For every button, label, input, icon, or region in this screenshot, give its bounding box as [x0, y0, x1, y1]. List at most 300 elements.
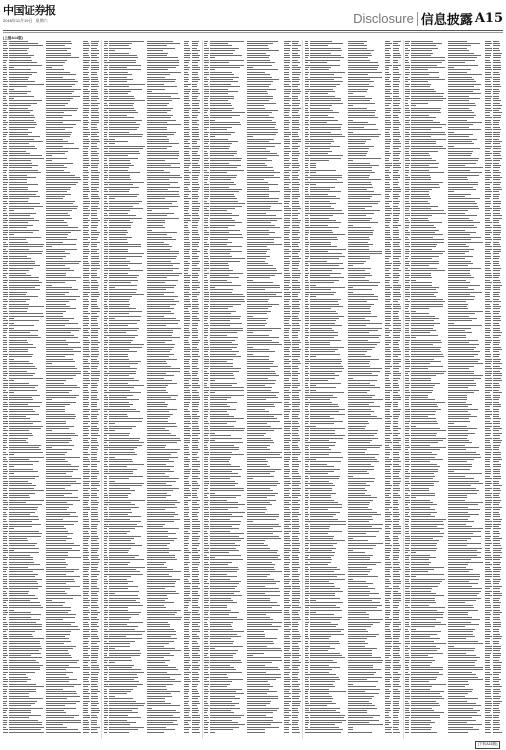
- table-cell: [109, 107, 146, 109]
- table-cell: [83, 630, 91, 632]
- header-rule: [3, 30, 503, 31]
- table-cell: [46, 258, 83, 260]
- table-cell: [9, 215, 46, 217]
- table-cell: [109, 121, 146, 123]
- table-cell: [147, 344, 184, 346]
- table-cell: [192, 64, 202, 66]
- table-cell: [9, 391, 46, 393]
- table-cell: [83, 654, 91, 656]
- table-cell: [184, 391, 192, 393]
- table-cell: [184, 78, 192, 80]
- table-cell: [192, 406, 202, 408]
- table-cell: [184, 131, 192, 133]
- table-cell: [109, 327, 146, 329]
- table-cell: [91, 348, 101, 350]
- table-cell: [83, 719, 91, 721]
- table-cell: [184, 413, 192, 415]
- table-cell: [192, 133, 202, 135]
- table-cell: [46, 607, 83, 609]
- table-cell: [184, 155, 192, 157]
- table-cell: [91, 592, 101, 594]
- table-cell: [109, 372, 146, 374]
- table-cell: [9, 540, 46, 542]
- table-cell: [91, 281, 101, 283]
- table-cell: [46, 95, 83, 97]
- table-cell: [46, 726, 83, 728]
- table-cell: [192, 195, 202, 197]
- table-cell: [184, 274, 192, 276]
- table-cell: [109, 353, 146, 355]
- table-cell: [83, 509, 91, 511]
- table-cell: [46, 368, 83, 370]
- table-cell: [184, 167, 192, 169]
- table-cell: [147, 145, 184, 147]
- table-cell: [83, 224, 91, 226]
- table-cell: [109, 341, 146, 343]
- table-cell: [192, 334, 202, 336]
- table-cell: [46, 281, 83, 283]
- table-cell: [91, 332, 101, 334]
- table-cell: [46, 411, 83, 413]
- table-cell: [147, 313, 184, 315]
- table-cell: [109, 351, 146, 353]
- table-cell: [46, 401, 83, 403]
- table-cell: [83, 277, 91, 279]
- table-cell: [9, 389, 46, 391]
- table-cell: [192, 296, 202, 298]
- table-cell: [91, 112, 101, 114]
- table-cell: [184, 322, 192, 324]
- table-cell: [147, 42, 184, 44]
- table-cell: [147, 143, 184, 145]
- table-cell: [91, 301, 101, 303]
- table-cell: [46, 544, 83, 546]
- table-cell: [91, 372, 101, 374]
- table-cell: [147, 329, 184, 331]
- table-cell: [192, 85, 202, 87]
- table-cell: [9, 645, 46, 647]
- table-cell: [83, 396, 91, 398]
- table-cell: [46, 119, 83, 121]
- table-cell: [147, 114, 184, 116]
- table-cell: [192, 425, 202, 427]
- table-cell: [192, 420, 202, 422]
- table-cell: [83, 721, 91, 723]
- table-cell: [46, 363, 83, 365]
- table-cell: [83, 566, 91, 568]
- table-cell: [91, 164, 101, 166]
- table-cell: [83, 50, 91, 52]
- table-cell: [91, 415, 101, 417]
- table-cell: [83, 640, 91, 642]
- table-cell: [184, 270, 192, 272]
- table-cell: [192, 145, 202, 147]
- table-cell: [91, 363, 101, 365]
- table-cell: [147, 253, 184, 255]
- table-cell: [184, 212, 192, 214]
- table-cell: [9, 272, 46, 274]
- table-cell: [192, 291, 202, 293]
- table-cell: [91, 458, 101, 460]
- table-cell: [109, 207, 146, 209]
- table-cell: [91, 78, 101, 80]
- table-cell: [184, 105, 192, 107]
- table-cell: [83, 602, 91, 604]
- table-cell: [9, 439, 46, 441]
- table-cell: [147, 258, 184, 260]
- table-cell: [9, 681, 46, 683]
- table-cell: [9, 203, 46, 205]
- table-cell: [184, 241, 192, 243]
- table-cell: [83, 226, 91, 228]
- table-cell: [9, 224, 46, 226]
- table-cell: [46, 619, 83, 621]
- table-cell: [46, 702, 83, 704]
- table-cell: [9, 315, 46, 317]
- table-cell: [147, 396, 184, 398]
- table-cell: [91, 236, 101, 238]
- table-cell: [46, 186, 83, 188]
- table-cell: [147, 119, 184, 121]
- table-cell: [46, 121, 83, 123]
- table-cell: [46, 117, 83, 119]
- table-cell: [91, 160, 101, 162]
- table-cell: [9, 76, 46, 78]
- table-cell: [192, 270, 202, 272]
- table-cell: [192, 136, 202, 138]
- table-cell: [46, 90, 83, 92]
- table-cell: [91, 140, 101, 142]
- table-cell: [83, 674, 91, 676]
- table-cell: [9, 310, 46, 312]
- table-cell: [184, 348, 192, 350]
- table-cell: [91, 64, 101, 66]
- table-cell: [9, 270, 46, 272]
- table-cell: [192, 45, 202, 47]
- table-cell: [192, 224, 202, 226]
- table-cell: [83, 535, 91, 537]
- table-cell: [83, 494, 91, 496]
- table-cell: [109, 303, 146, 305]
- table-cell: [46, 626, 83, 628]
- table-cell: [46, 729, 83, 731]
- table-cell: [9, 160, 46, 162]
- table-cell: [91, 128, 101, 130]
- table-cell: [46, 105, 83, 107]
- table-cell: [46, 136, 83, 138]
- table-cell: [83, 707, 91, 709]
- table-cell: [147, 243, 184, 245]
- table-cell: [192, 112, 202, 114]
- table-cell: [91, 535, 101, 537]
- table-cell: [9, 57, 46, 59]
- table-cell: [184, 329, 192, 331]
- table-cell: [9, 458, 46, 460]
- table-cell: [46, 198, 83, 200]
- table-cell: [109, 305, 146, 307]
- table-cell: [46, 461, 83, 463]
- table-cell: [184, 95, 192, 97]
- table-cell: [9, 709, 46, 711]
- table-cell: [9, 131, 46, 133]
- table-cell: [147, 85, 184, 87]
- table-cell: [83, 451, 91, 453]
- table-cell: [184, 379, 192, 381]
- table-cell: [147, 310, 184, 312]
- table-cell: [9, 303, 46, 305]
- table-cell: [91, 121, 101, 123]
- table-cell: [109, 243, 146, 245]
- table-cell: [83, 642, 91, 644]
- table-cell: [147, 272, 184, 274]
- table-cell: [184, 124, 192, 126]
- table-cell: [91, 399, 101, 401]
- table-cell: [184, 411, 192, 413]
- table-cell: [91, 470, 101, 472]
- table-cell: [46, 466, 83, 468]
- table-cell: [147, 281, 184, 283]
- table-cell: [9, 107, 46, 109]
- table-cell: [46, 226, 83, 228]
- table-cell: [109, 289, 146, 291]
- table-cell: [109, 73, 146, 75]
- table-cell: [9, 375, 46, 377]
- table-cell: [109, 336, 146, 338]
- table-cell: [83, 363, 91, 365]
- table-cell: [83, 554, 91, 556]
- table-cell: [9, 461, 46, 463]
- table-cell: [192, 348, 202, 350]
- table-cell: [83, 162, 91, 164]
- table-cell: [9, 260, 46, 262]
- table-cell: [9, 669, 46, 671]
- table-cell: [91, 607, 101, 609]
- table-cell: [83, 403, 91, 405]
- table-cell: [109, 375, 146, 377]
- table-cell: [109, 229, 146, 231]
- table-cell: [83, 590, 91, 592]
- table-cell: [147, 179, 184, 181]
- table-cell: [83, 231, 91, 233]
- table-cell: [91, 662, 101, 664]
- table-cell: [184, 215, 192, 217]
- table-cell: [46, 384, 83, 386]
- table-cell: [83, 516, 91, 518]
- table-cell: [83, 341, 91, 343]
- table-cell: [184, 107, 192, 109]
- table-cell: [184, 415, 192, 417]
- table-cell: [109, 286, 146, 288]
- table-cell: [83, 705, 91, 707]
- table-cell: [9, 521, 46, 523]
- table-cell: [147, 88, 184, 90]
- table-cell: [91, 466, 101, 468]
- table-cell: [109, 389, 146, 391]
- table-cell: [91, 547, 101, 549]
- table-cell: [46, 262, 83, 264]
- table-cell: [9, 243, 46, 245]
- table-cell: [46, 143, 83, 145]
- table-cell: [83, 40, 91, 42]
- table-cell: [192, 351, 202, 353]
- table-cell: [46, 599, 83, 601]
- table-cell: [147, 353, 184, 355]
- table-cell: [91, 205, 101, 207]
- table-cell: [91, 509, 101, 511]
- table-cell: [9, 358, 46, 360]
- table-cell: [192, 305, 202, 307]
- table-cell: [83, 198, 91, 200]
- table-cell: [9, 246, 46, 248]
- table-cell: [184, 195, 192, 197]
- table-cell: [46, 81, 83, 83]
- table-cell: [184, 52, 192, 54]
- table-cell: [46, 351, 83, 353]
- table-cell: [83, 234, 91, 236]
- table-cell: [46, 516, 83, 518]
- table-cell: [83, 697, 91, 699]
- table-cell: [91, 628, 101, 630]
- table-cell: [147, 387, 184, 389]
- table-cell: [184, 336, 192, 338]
- table-cell: [83, 296, 91, 298]
- table-cell: [109, 193, 146, 195]
- table-cell: [46, 564, 83, 566]
- table-cell: [147, 267, 184, 269]
- table-cell: [91, 76, 101, 78]
- table-cell: [192, 140, 202, 142]
- table-cell: [91, 717, 101, 719]
- table-cell: [147, 198, 184, 200]
- table-cell: [91, 389, 101, 391]
- table-cell: [91, 418, 101, 420]
- table-cell: [9, 250, 46, 252]
- table-cell: [46, 425, 83, 427]
- table-cell: [46, 597, 83, 599]
- table-cell: [83, 255, 91, 257]
- table-cell: [83, 93, 91, 95]
- table-cell: [46, 568, 83, 570]
- table-cell: [46, 446, 83, 448]
- table-cell: [9, 152, 46, 154]
- table-cell: [147, 277, 184, 279]
- table-cell: [147, 229, 184, 231]
- table-cell: [91, 532, 101, 534]
- table-cell: [83, 662, 91, 664]
- table-cell: [46, 540, 83, 542]
- table-cell: [46, 274, 83, 276]
- table-cell: [9, 52, 46, 54]
- table-cell: [46, 611, 83, 613]
- table-cell: [91, 234, 101, 236]
- table-cell: [91, 215, 101, 217]
- table-cell: [147, 322, 184, 324]
- table-cell: [147, 370, 184, 372]
- table-cell: [9, 537, 46, 539]
- table-cell: [9, 346, 46, 348]
- table-cell: [83, 193, 91, 195]
- table-cell: [147, 169, 184, 171]
- table-cell: [91, 157, 101, 159]
- table-cell: [91, 599, 101, 601]
- table-cell: [147, 427, 184, 429]
- table-cell: [46, 291, 83, 293]
- table-cell: [46, 468, 83, 470]
- table-cell: [147, 95, 184, 97]
- table-cell: [9, 683, 46, 685]
- table-cell: [46, 690, 83, 692]
- table-cell: [46, 518, 83, 520]
- table-cell: [109, 162, 146, 164]
- table-cell: [91, 721, 101, 723]
- table-cell: [46, 408, 83, 410]
- table-cell: [83, 628, 91, 630]
- table-cell: [184, 59, 192, 61]
- table-cell: [184, 258, 192, 260]
- table-cell: [184, 310, 192, 312]
- table-cell: [91, 642, 101, 644]
- table-cell: [184, 423, 192, 425]
- table-cell: [192, 394, 202, 396]
- table-cell: [46, 499, 83, 501]
- table-cell: [9, 226, 46, 228]
- table-cell: [9, 489, 46, 491]
- table-cell: [46, 532, 83, 534]
- table-cell: [83, 353, 91, 355]
- table-cell: [91, 382, 101, 384]
- table-cell: [91, 578, 101, 580]
- table-cell: [46, 623, 83, 625]
- table-cell: [147, 138, 184, 140]
- table-cell: [192, 207, 202, 209]
- table-cell: [9, 71, 46, 73]
- table-cell: [9, 642, 46, 644]
- table-cell: [9, 623, 46, 625]
- table-cell: [9, 664, 46, 666]
- table-cell: [9, 449, 46, 451]
- table-cell: [192, 186, 202, 188]
- table-cell: [91, 71, 101, 73]
- table-cell: [184, 193, 192, 195]
- table-cell: [192, 234, 202, 236]
- table-cell: [46, 279, 83, 281]
- table-cell: [109, 198, 146, 200]
- table-cell: [192, 219, 202, 221]
- table-cell: [83, 487, 91, 489]
- table-cell: [184, 298, 192, 300]
- table-cell: [9, 353, 46, 355]
- table-cell: [184, 243, 192, 245]
- table-cell: [184, 344, 192, 346]
- table-cell: [109, 179, 146, 181]
- table-cell: [91, 695, 101, 697]
- table-cell: [9, 382, 46, 384]
- table-cell: [91, 188, 101, 190]
- table-cell: [46, 657, 83, 659]
- table-cell: [109, 69, 146, 71]
- table-cell: [91, 482, 101, 484]
- table-cell: [91, 654, 101, 656]
- table-cell: [184, 250, 192, 252]
- table-cell: [83, 513, 91, 515]
- table-cell: [46, 674, 83, 676]
- table-cell: [147, 97, 184, 99]
- table-cell: [9, 301, 46, 303]
- table-cell: [147, 274, 184, 276]
- table-cell: [184, 356, 192, 358]
- table-cell: [109, 191, 146, 193]
- table-cell: [83, 683, 91, 685]
